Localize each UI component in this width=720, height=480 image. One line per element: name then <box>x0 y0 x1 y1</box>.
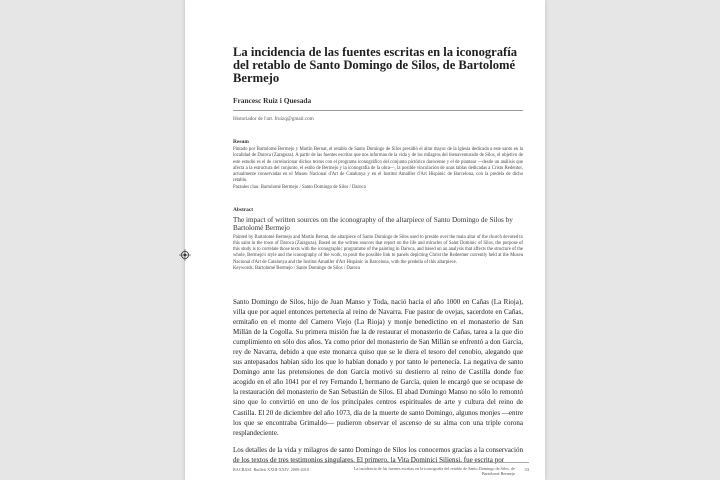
abstract-text: Painted by Bartolomé Bermejo and Martín Bernat, the altarpiece of Santo Domingo de Silos used to preside over the main altar of the church devoted to this saint in the town of Daroca (Zaragoza). Based on the written sources that report on the life and miracles of Saint Dominic of Silos, the purpose of this study is to correlate those texts with the iconographic programme of the painting in Daroca, and based on an analysis that affects the structure of the whole, Bermejo's style and the iconography of the work, to posit the possible link to panels depicting Christ the Redeemer currently held at the Museu Nacional d'Art de Catalunya and the Institut Amatller d'Art Hispànic in Barcelona, with the predella of this altarpiece. <box>233 234 523 265</box>
crosshair-registration-icon <box>179 249 191 261</box>
author-name: Francesc Ruiz i Quesada <box>233 96 312 105</box>
body-paragraph: Santo Domingo de Silos, hijo de Juan Manso y Toda, nació hacia el año 1000 en Cañas (La Rioja), villa que por aquel entonces pertenecía al reino de Navarra. Fue pastor de ovejas, sacerdote en Cañas, ermitaño en el monte del Camero Viejo (La Rioja) y monje benedictino en el monasterio de San Millán de la Cogolla. Su primera misión fue la de restaurar el monasterio de Cañas, tarea a la que dio cumplimiento en sólo dos años. Ya como prior del monasterio de San Millán se enfrentó a don García, rey de Navarra, debido a que este monarca quiso que se le diera el tesoro del cenobio, alegando que sus antepasados habían sido los que lo habían donado y por tanto le pertenecía. La negativa de santo Domingo ante las pretensiones de don García motivó su destierro al reino de Castilla donde fue acogido en el año 1041 por el rey Fernando I, hermano de García, quien le encargó que se ocupase de la restauración del monasterio de San Sebastián de Silos. El abad Domingo Manso no sólo lo remontó sino que lo convirtió en uno de los principales centros espirituales de arte y cultura del reino de Castilla. El 20 de diciembre del año 1073, día de la muerte de santo Domingo, algunos monjes —entre los que se encontraba Grimaldo— pudieron observar el ascenso de su alma con una triple corona resplandeciente. <box>233 298 523 437</box>
abstract-title: The impact of written sources on the iconography of the altarpiece of Santo Domingo de Silos by Bartolomé Bermejo <box>233 215 513 233</box>
footer-journal: RACBASJ. Butlletí XXIII-XXIV, 2009-2010 <box>233 467 309 472</box>
front-matter <box>233 46 523 272</box>
resum-keywords: Paraules clau: Bartolomé Bermejo / Santo Domingo de Silos / Daroca <box>233 184 366 190</box>
article-title: La incidencia de las fuentes escritas en la iconografía del retablo de Santo Domingo de Silos, de Bartolomé Bermejo <box>233 45 518 85</box>
footer-running-head: La incidencia de las fuentes escritas en la iconografía del retablo de Santo Domingo de Silos, de Bartolomé Bermejo <box>353 466 515 476</box>
footer-divider <box>233 462 529 463</box>
document-page <box>185 0 545 480</box>
abstract-heading: Abstract <box>233 206 254 213</box>
author-divider <box>233 110 523 111</box>
resum-text: Pintado por Bartolomé Bermejo y Martín Bernat, el retablo de Santo Domingo de Silos presidió el altar mayor de la iglesia dedicada a este santo en la localidad de Daroca (Zaragoza). A partir de las fuentes escritas que nos informan de la vida y de los milagros del bienaventurado de Silos, el objetivo de este estudio es el de correlacionar dichos textos con el programa iconográfico del conjunto pictórico darocense y el de plantear —desde un análisis que afecta a la estructura del conjunto, el estilo de Bermejo y la iconografía de la obra—, la posible vinculación de unas tablas dedicadas a Cristo Redentor, actualmente conservadas en el Museu Nacional d'Art de Catalunya y en el Institut Amatller d'Art Hispànic de Barcelona, con la predela de dicho retablo. <box>233 147 523 184</box>
page-number: 33 <box>524 467 529 472</box>
body-text <box>233 297 523 472</box>
author-affiliation: Historiador de l'art. fruizq@gmail.com <box>233 116 314 122</box>
abstract-keywords: Keywords: Bartolomé Bermejo / Santo Domingo de Silos / Daroca <box>233 266 361 272</box>
body-paragraph: Los detalles de la vida y milagros de santo Domingo de Silos los conocemos gracias a la conservación de los textos de tres testimonios singulares. El primero, la Vita Dominici Siliensi, fue escrita por <box>233 445 523 464</box>
resum-heading: Resum <box>233 139 249 145</box>
